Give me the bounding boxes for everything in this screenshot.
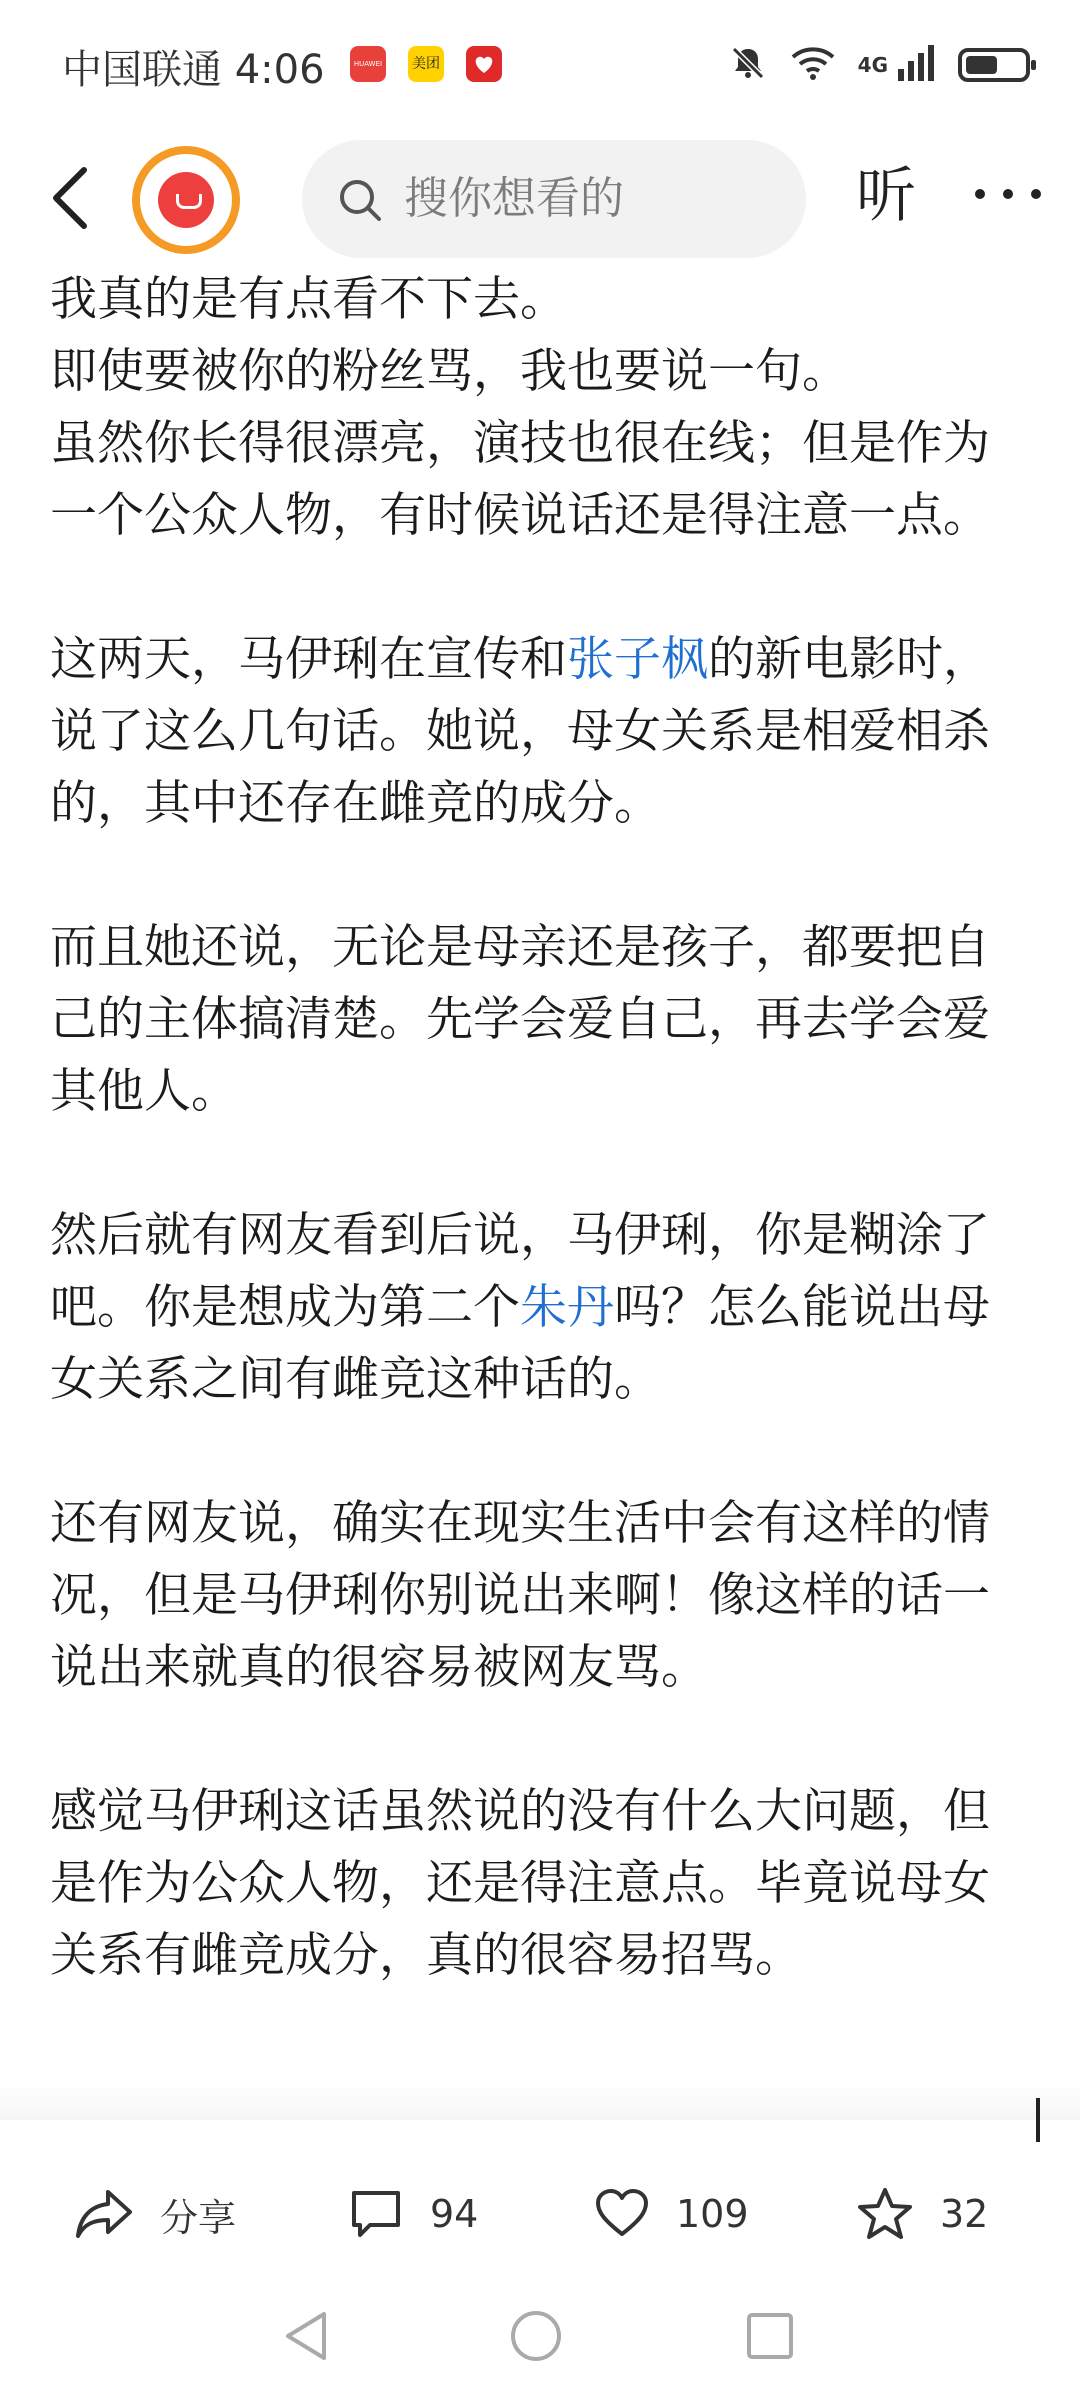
paragraph-6: 感觉马伊琍这话虽然说的没有什么大问题，但是作为公众人物，还是得注意点。毕竟说母女关系有雌竞成分，真的很容易招骂。 [50,1784,990,1983]
carrier-time [62,38,325,95]
scrollbar[interactable] [1036,2098,1040,2142]
battery-level [966,56,997,74]
search-bar[interactable] [302,140,806,258]
carrier-name: 中国联通 [62,47,222,93]
home-circle-icon[interactable] [508,2308,564,2364]
network-type: 4G [857,53,888,77]
share-button[interactable] [74,2178,236,2250]
more-button[interactable] [968,174,1048,214]
paragraph-2: 这两天，马伊琍在宣传和张子枫的新电影时，说了这么几句话。她说，母女关系是相爱相杀的，其中还存在雌竞的成分。 [50,632,990,831]
mute-icon [728,43,768,87]
pinduoduo-app-icon [466,46,502,82]
back-button[interactable] [42,158,102,238]
back-triangle-icon[interactable] [280,2308,332,2364]
comment-count: 94 [430,2192,479,2236]
listen-button[interactable]: 听 [856,161,916,231]
star-icon [856,2186,914,2242]
huawei-app-icon: HUAWEI [350,46,386,82]
link-zhang-zifeng[interactable]: 张子枫 [567,632,708,687]
app-logo[interactable] [132,146,240,254]
heart-icon [594,2188,650,2240]
like-count: 109 [676,2192,749,2236]
paragraph-5: 还有网友说，确实在现实生活中会有这样的情况，但是马伊琍你别说出来啊！像这样的话一说出来就真的很容易被网友骂。 [50,1496,990,1695]
favorite-count: 32 [940,2192,989,2236]
paragraph-3: 而且她还说，无论是母亲还是孩子，都要把自己的主体搞清楚。先学会爱自己，再去学会爱其他人。 [50,920,990,1119]
article-fade [0,2080,1080,2120]
wifi-icon [790,43,836,87]
back-icon [42,158,102,238]
article-body [50,230,1030,2064]
more-icon [968,174,1048,214]
paragraph-1: 我真的是有点看不下去。 即使要被你的粉丝骂，我也要说一句。 虽然你长得很漂亮，演技也很在线；但是作为一个公众人物，有时候说话还是得注意一点。 [50,272,990,543]
comment-button[interactable] [348,2178,478,2250]
status-bar [0,0,1080,130]
top-navigation [0,130,1080,270]
system-navigation [0,2290,1080,2388]
battery-icon [958,48,1030,82]
favorite-button[interactable] [856,2178,988,2250]
share-icon [74,2186,134,2242]
clock: 4:06 [234,47,325,93]
comment-icon [348,2187,404,2241]
search-icon [338,178,382,222]
share-label: 分享 [160,2195,237,2240]
paragraph-4: 然后就有网友看到后说，马伊琍，你是糊涂了吧。你是想成为第二个朱丹吗？怎么能说出母女关系之间有雌竞这种话的。 [50,1208,990,1407]
like-button[interactable] [594,2178,749,2250]
action-bar [0,2150,1080,2280]
search-placeholder: 搜你想看的 [404,173,624,224]
link-zhu-dan[interactable]: 朱丹 [520,1280,614,1335]
recents-square-icon[interactable] [744,2310,796,2362]
meituan-app-icon: 美团 [408,46,444,82]
signal-icon [896,43,936,87]
